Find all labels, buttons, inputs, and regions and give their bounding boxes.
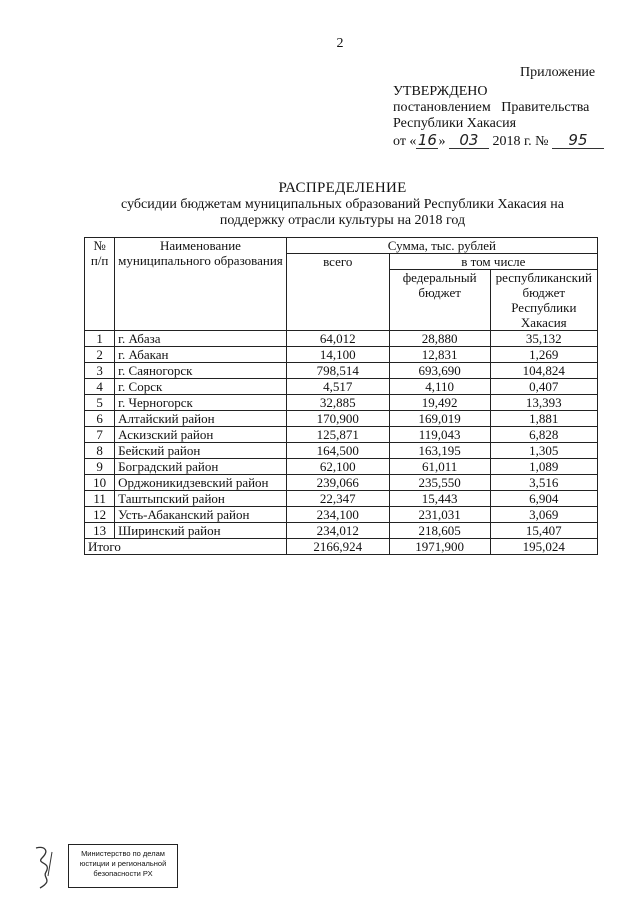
row-federal-cell: 218,605 [389,523,490,539]
date-mid: » [438,134,446,149]
row-total-cell: 22,347 [286,491,389,507]
row-federal-cell: 19,492 [389,395,490,411]
row-name-cell: Таштыпский район [115,491,287,507]
table-row [85,379,598,395]
row-federal-cell: 169,019 [389,411,490,427]
registration-stamp [68,844,178,888]
table-body [85,331,598,539]
table-row [85,475,598,491]
table-row [85,523,598,539]
table-row [85,507,598,523]
stamp-line-1: Министерство по делам [81,849,165,858]
row-federal-cell: 28,880 [389,331,490,347]
table-row [85,363,598,379]
header-sum: Сумма, тыс. рублей [286,238,597,254]
row-republic-cell: 15,407 [490,523,597,539]
row-name-cell: г. Черногорск [115,395,287,411]
row-name-cell: Ширинский район [115,523,287,539]
row-republic-cell: 1,305 [490,443,597,459]
stamp-line-3: безопасности РХ [93,869,153,878]
year-text: 2018 г. № [492,134,549,149]
row-federal-cell: 4,110 [389,379,490,395]
row-republic-cell: 1,269 [490,347,597,363]
row-total-cell: 62,100 [286,459,389,475]
total-republic: 195,024 [490,539,597,555]
row-total-cell: 234,012 [286,523,389,539]
row-total-cell: 234,100 [286,507,389,523]
row-total-cell: 32,885 [286,395,389,411]
row-num-cell: 9 [85,459,115,475]
table-row [85,347,598,363]
row-num-cell: 4 [85,379,115,395]
table-row [85,411,598,427]
approval-block [393,84,604,150]
table-row [85,395,598,411]
date-prefix: от « [393,134,417,149]
row-num-cell: 6 [85,411,115,427]
table-row [85,331,598,347]
row-num-cell: 11 [85,491,115,507]
row-republic-cell: 1,089 [490,459,597,475]
row-federal-cell: 61,011 [389,459,490,475]
row-republic-cell: 6,828 [490,427,597,443]
row-federal-cell: 15,443 [389,491,490,507]
page-number: 2 [336,36,344,51]
row-name-cell: г. Абакан [115,347,287,363]
row-republic-cell: 0,407 [490,379,597,395]
total-row [85,539,598,555]
row-total-cell: 14,100 [286,347,389,363]
header-name: Наименование муниципального образования [115,238,287,331]
row-num-cell: 3 [85,363,115,379]
row-federal-cell: 163,195 [389,443,490,459]
header-including: в том числе [389,254,597,270]
row-num-cell: 10 [85,475,115,491]
row-name-cell: г. Саяногорск [115,363,287,379]
handwritten-number: 95 [552,132,604,149]
row-name-cell: Боградский район [115,459,287,475]
row-total-cell: 125,871 [286,427,389,443]
appendix-label: Приложение [520,65,596,80]
total-federal: 1971,900 [389,539,490,555]
handwritten-month: 03 [449,132,489,149]
row-name-cell: г. Сорск [115,379,287,395]
row-republic-cell: 1,881 [490,411,597,427]
total-all: 2166,924 [286,539,389,555]
row-name-cell: Бейский район [115,443,287,459]
row-name-cell: г. Абаза [115,331,287,347]
approval-line-1: постановлением Правительства [393,100,590,115]
row-name-cell: Алтайский район [115,411,287,427]
row-republic-cell: 3,516 [490,475,597,491]
row-republic-cell: 13,393 [490,395,597,411]
header-federal: федеральный бюджет [389,270,490,331]
stamp-line-2: юстиции и региональной [79,859,167,868]
row-republic-cell: 6,904 [490,491,597,507]
row-total-cell: 4,517 [286,379,389,395]
row-num-cell: 8 [85,443,115,459]
row-num-cell: 2 [85,347,115,363]
approval-date-line [393,132,604,150]
row-republic-cell: 35,132 [490,331,597,347]
row-federal-cell: 693,690 [389,363,490,379]
row-name-cell: Аскизский район [115,427,287,443]
row-num-cell: 7 [85,427,115,443]
row-republic-cell: 104,824 [490,363,597,379]
row-federal-cell: 235,550 [389,475,490,491]
table-row [85,427,598,443]
row-num-cell: 5 [85,395,115,411]
row-federal-cell: 119,043 [389,427,490,443]
row-total-cell: 239,066 [286,475,389,491]
approval-line-2: Республики Хакасия [393,116,517,131]
table-row [85,443,598,459]
row-name-cell: Орджоникидзевский район [115,475,287,491]
document-subtitle: субсидии бюджетам муниципальных образований Республики Хакасия на поддержку отрасли культуры на 2018 год [121,197,564,228]
distribution-table [84,237,598,555]
table-row [85,459,598,475]
total-label: Итого [85,539,287,555]
row-total-cell: 164,500 [286,443,389,459]
row-num-cell: 12 [85,507,115,523]
row-name-cell: Усть-Абаканский район [115,507,287,523]
row-num-cell: 1 [85,331,115,347]
row-total-cell: 170,900 [286,411,389,427]
handwritten-day: 16 [417,131,437,149]
header-num: № п/п [85,238,115,331]
row-federal-cell: 12,831 [389,347,490,363]
header-republic: республиканский бюджет Республики Хакасия [490,270,597,331]
row-total-cell: 798,514 [286,363,389,379]
approved-label: УТВЕРЖДЕНО [393,84,488,99]
row-num-cell: 13 [85,523,115,539]
table-row [85,491,598,507]
row-federal-cell: 231,031 [389,507,490,523]
row-total-cell: 64,012 [286,331,389,347]
row-republic-cell: 3,069 [490,507,597,523]
document-title: РАСПРЕДЕЛЕНИЕ [278,180,407,196]
signature-scribble [30,842,64,892]
header-total: всего [286,254,389,331]
header-row-1 [85,238,598,254]
